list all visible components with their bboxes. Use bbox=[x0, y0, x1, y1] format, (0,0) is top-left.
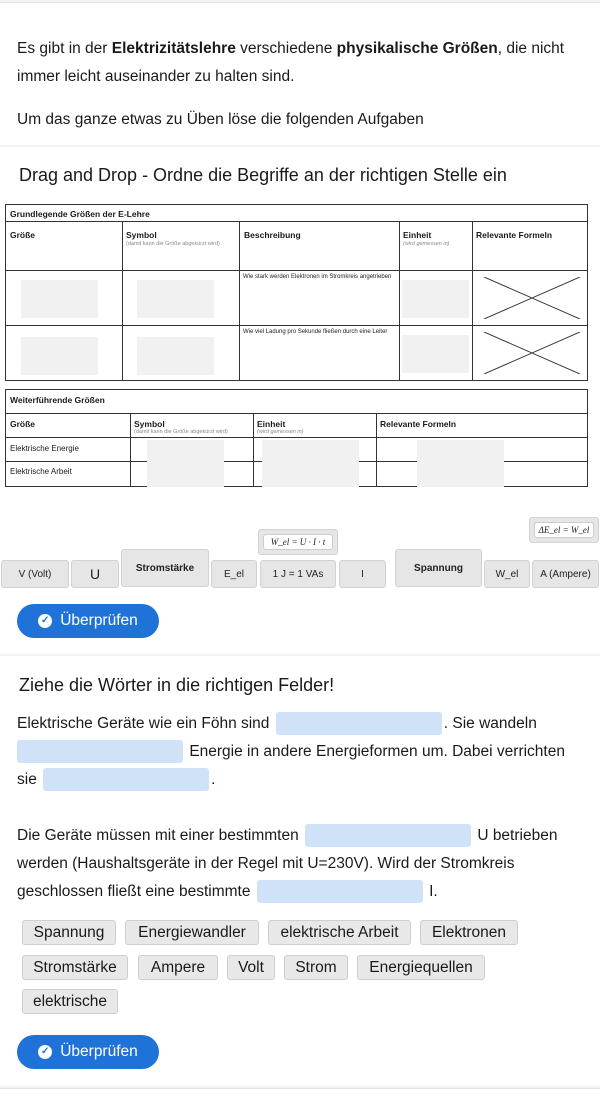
header-formeln: Relevante Formeln bbox=[380, 419, 457, 429]
drag-drop-section bbox=[0, 147, 600, 654]
fill-paragraph-1 bbox=[17, 710, 587, 794]
unit-hint: (wird gemessen in) bbox=[403, 241, 450, 247]
check-circle-icon: ✓ bbox=[38, 614, 52, 628]
intro-paragraph bbox=[17, 35, 592, 91]
drop-zone[interactable] bbox=[402, 280, 469, 318]
fill-text: . Sie wandeln bbox=[443, 715, 537, 732]
formula-disabled-cross bbox=[484, 277, 580, 319]
table-basic-quantities bbox=[5, 204, 588, 381]
table-title: Weiterführende Größen bbox=[6, 390, 587, 414]
fill-text: U betrieben werden (Haushaltsgeräte in der Regel mit U=230V). Wird der Stromkreis geschlossen fließt eine bestimmte bbox=[17, 827, 558, 900]
header-einheit: Einheit bbox=[257, 419, 286, 429]
blank-field[interactable] bbox=[276, 712, 442, 735]
drop-zone[interactable] bbox=[417, 440, 504, 487]
row-description: Wie viel Ladung pro Sekunde fließen durch eine Leiter bbox=[243, 329, 388, 335]
header-groesse: Größe bbox=[10, 419, 36, 429]
table-advanced-quantities bbox=[5, 389, 588, 487]
drop-zone[interactable] bbox=[21, 337, 98, 375]
word-chip-stromstaerke[interactable]: Stromstärke bbox=[22, 955, 128, 980]
next-section-peek bbox=[0, 1088, 600, 1098]
drop-zone[interactable] bbox=[21, 280, 98, 318]
word-chip-volt[interactable]: Volt bbox=[227, 955, 275, 980]
chip-text: A (Ampere) bbox=[540, 568, 591, 580]
table-title: Grundlegende Größen der E-Lehre bbox=[6, 205, 587, 222]
word-chip-elektrische-arbeit[interactable]: elektrische Arbeit bbox=[268, 920, 411, 945]
check-button-label: Überprüfen bbox=[60, 612, 138, 629]
word-chip-energiewandler[interactable]: Energiewandler bbox=[125, 920, 259, 945]
header-einheit: Einheit bbox=[403, 230, 432, 240]
header-formeln: Relevante Formeln bbox=[476, 230, 553, 240]
row-label-arbeit: Elektrische Arbeit bbox=[10, 467, 72, 476]
drag-chip-joule[interactable]: 1 J = 1 VAs bbox=[260, 560, 336, 588]
check-circle-icon: ✓ bbox=[38, 1045, 52, 1059]
word-chip-ampere[interactable]: Ampere bbox=[138, 955, 218, 980]
fill-text: I. bbox=[429, 883, 438, 900]
fill-text: . bbox=[211, 771, 216, 788]
drop-zone[interactable] bbox=[147, 440, 224, 487]
header-beschreibung: Beschreibung bbox=[244, 230, 301, 240]
drag-chip-e-el[interactable]: E_el bbox=[211, 560, 257, 588]
row-label-energie: Elektrische Energie bbox=[10, 444, 79, 453]
blank-field[interactable] bbox=[17, 740, 183, 763]
drag-chip-ampere[interactable] bbox=[532, 560, 599, 588]
symbol-hint: (damit kann die Größe abgekürzt wird) bbox=[134, 429, 228, 435]
fill-blanks-section bbox=[0, 656, 600, 1086]
drop-zone[interactable] bbox=[137, 280, 214, 318]
intro-text: Es gibt in der bbox=[17, 40, 112, 57]
drag-chip-volt[interactable]: V (Volt) bbox=[1, 560, 69, 588]
formula-chip-delta-e[interactable] bbox=[529, 517, 599, 543]
drop-zone[interactable] bbox=[262, 440, 359, 487]
formula-image: W_el = U · I · t bbox=[263, 534, 333, 550]
drag-chip-stromstaerke[interactable]: Stromstärke bbox=[121, 549, 209, 587]
word-chip-spannung[interactable]: Spannung bbox=[22, 920, 116, 945]
section-title: Drag and Drop - Ordne die Begriffe an der richtigen Stelle ein bbox=[19, 165, 507, 185]
word-chip-elektronen[interactable]: Elektronen bbox=[420, 920, 518, 945]
word-chip-elektrische[interactable]: elektrische bbox=[22, 989, 118, 1014]
formula-disabled-cross bbox=[484, 332, 580, 374]
intro-bold-term: Elektrizitätslehre bbox=[111, 40, 236, 57]
drop-zone[interactable] bbox=[137, 337, 214, 375]
header-groesse: Größe bbox=[10, 230, 36, 240]
fill-text: Die Geräte müssen mit einer bestimmten bbox=[17, 827, 299, 844]
check-button-label: Überprüfen bbox=[60, 1043, 138, 1060]
blank-field[interactable] bbox=[257, 880, 423, 903]
fill-text: Energie in andere Energieformen um. Dabei verrichten sie bbox=[17, 743, 565, 788]
formula-chip-wel[interactable] bbox=[258, 529, 338, 555]
fill-text: Elektrische Geräte wie ein Föhn sind bbox=[17, 715, 270, 732]
drag-chip-spannung[interactable]: Spannung bbox=[395, 549, 482, 587]
intro-text: , die nicht immer leicht auseinander zu halten sind. bbox=[17, 40, 565, 85]
check-button[interactable] bbox=[17, 604, 159, 638]
fill-paragraph-2 bbox=[17, 822, 587, 906]
section-title: Ziehe die Wörter in die richtigen Felder! bbox=[19, 675, 335, 695]
intro-bold-term: physikalische Größen bbox=[336, 40, 498, 57]
word-chip-energiequellen[interactable]: Energiequellen bbox=[357, 955, 485, 980]
check-button[interactable] bbox=[17, 1035, 159, 1069]
intro-text: verschiedene bbox=[235, 40, 337, 57]
intro-card bbox=[0, 2, 600, 145]
formula-image: ΔE_el = W_el bbox=[534, 522, 594, 538]
blank-field[interactable] bbox=[43, 768, 209, 791]
row-description: Wie stark werden Elektronen im Stromkreis angetrieben bbox=[243, 274, 392, 280]
blank-field[interactable] bbox=[305, 824, 471, 847]
unit-hint: (wird gemessen in) bbox=[257, 429, 304, 435]
drag-chip-u[interactable]: U bbox=[71, 560, 119, 588]
symbol-hint: (damit kann die Größe abgekürzt wird) bbox=[126, 241, 220, 247]
header-symbol: Symbol bbox=[126, 230, 157, 240]
intro-instruction: Um das ganze etwas zu Üben löse die folgenden Aufgaben bbox=[17, 111, 424, 128]
word-chip-strom[interactable]: Strom bbox=[284, 955, 348, 980]
header-symbol: Symbol bbox=[134, 419, 165, 429]
drop-zone[interactable] bbox=[402, 335, 469, 373]
drag-chip-i[interactable]: I bbox=[339, 560, 386, 588]
drag-chip-w-el[interactable]: W_el bbox=[484, 560, 530, 588]
